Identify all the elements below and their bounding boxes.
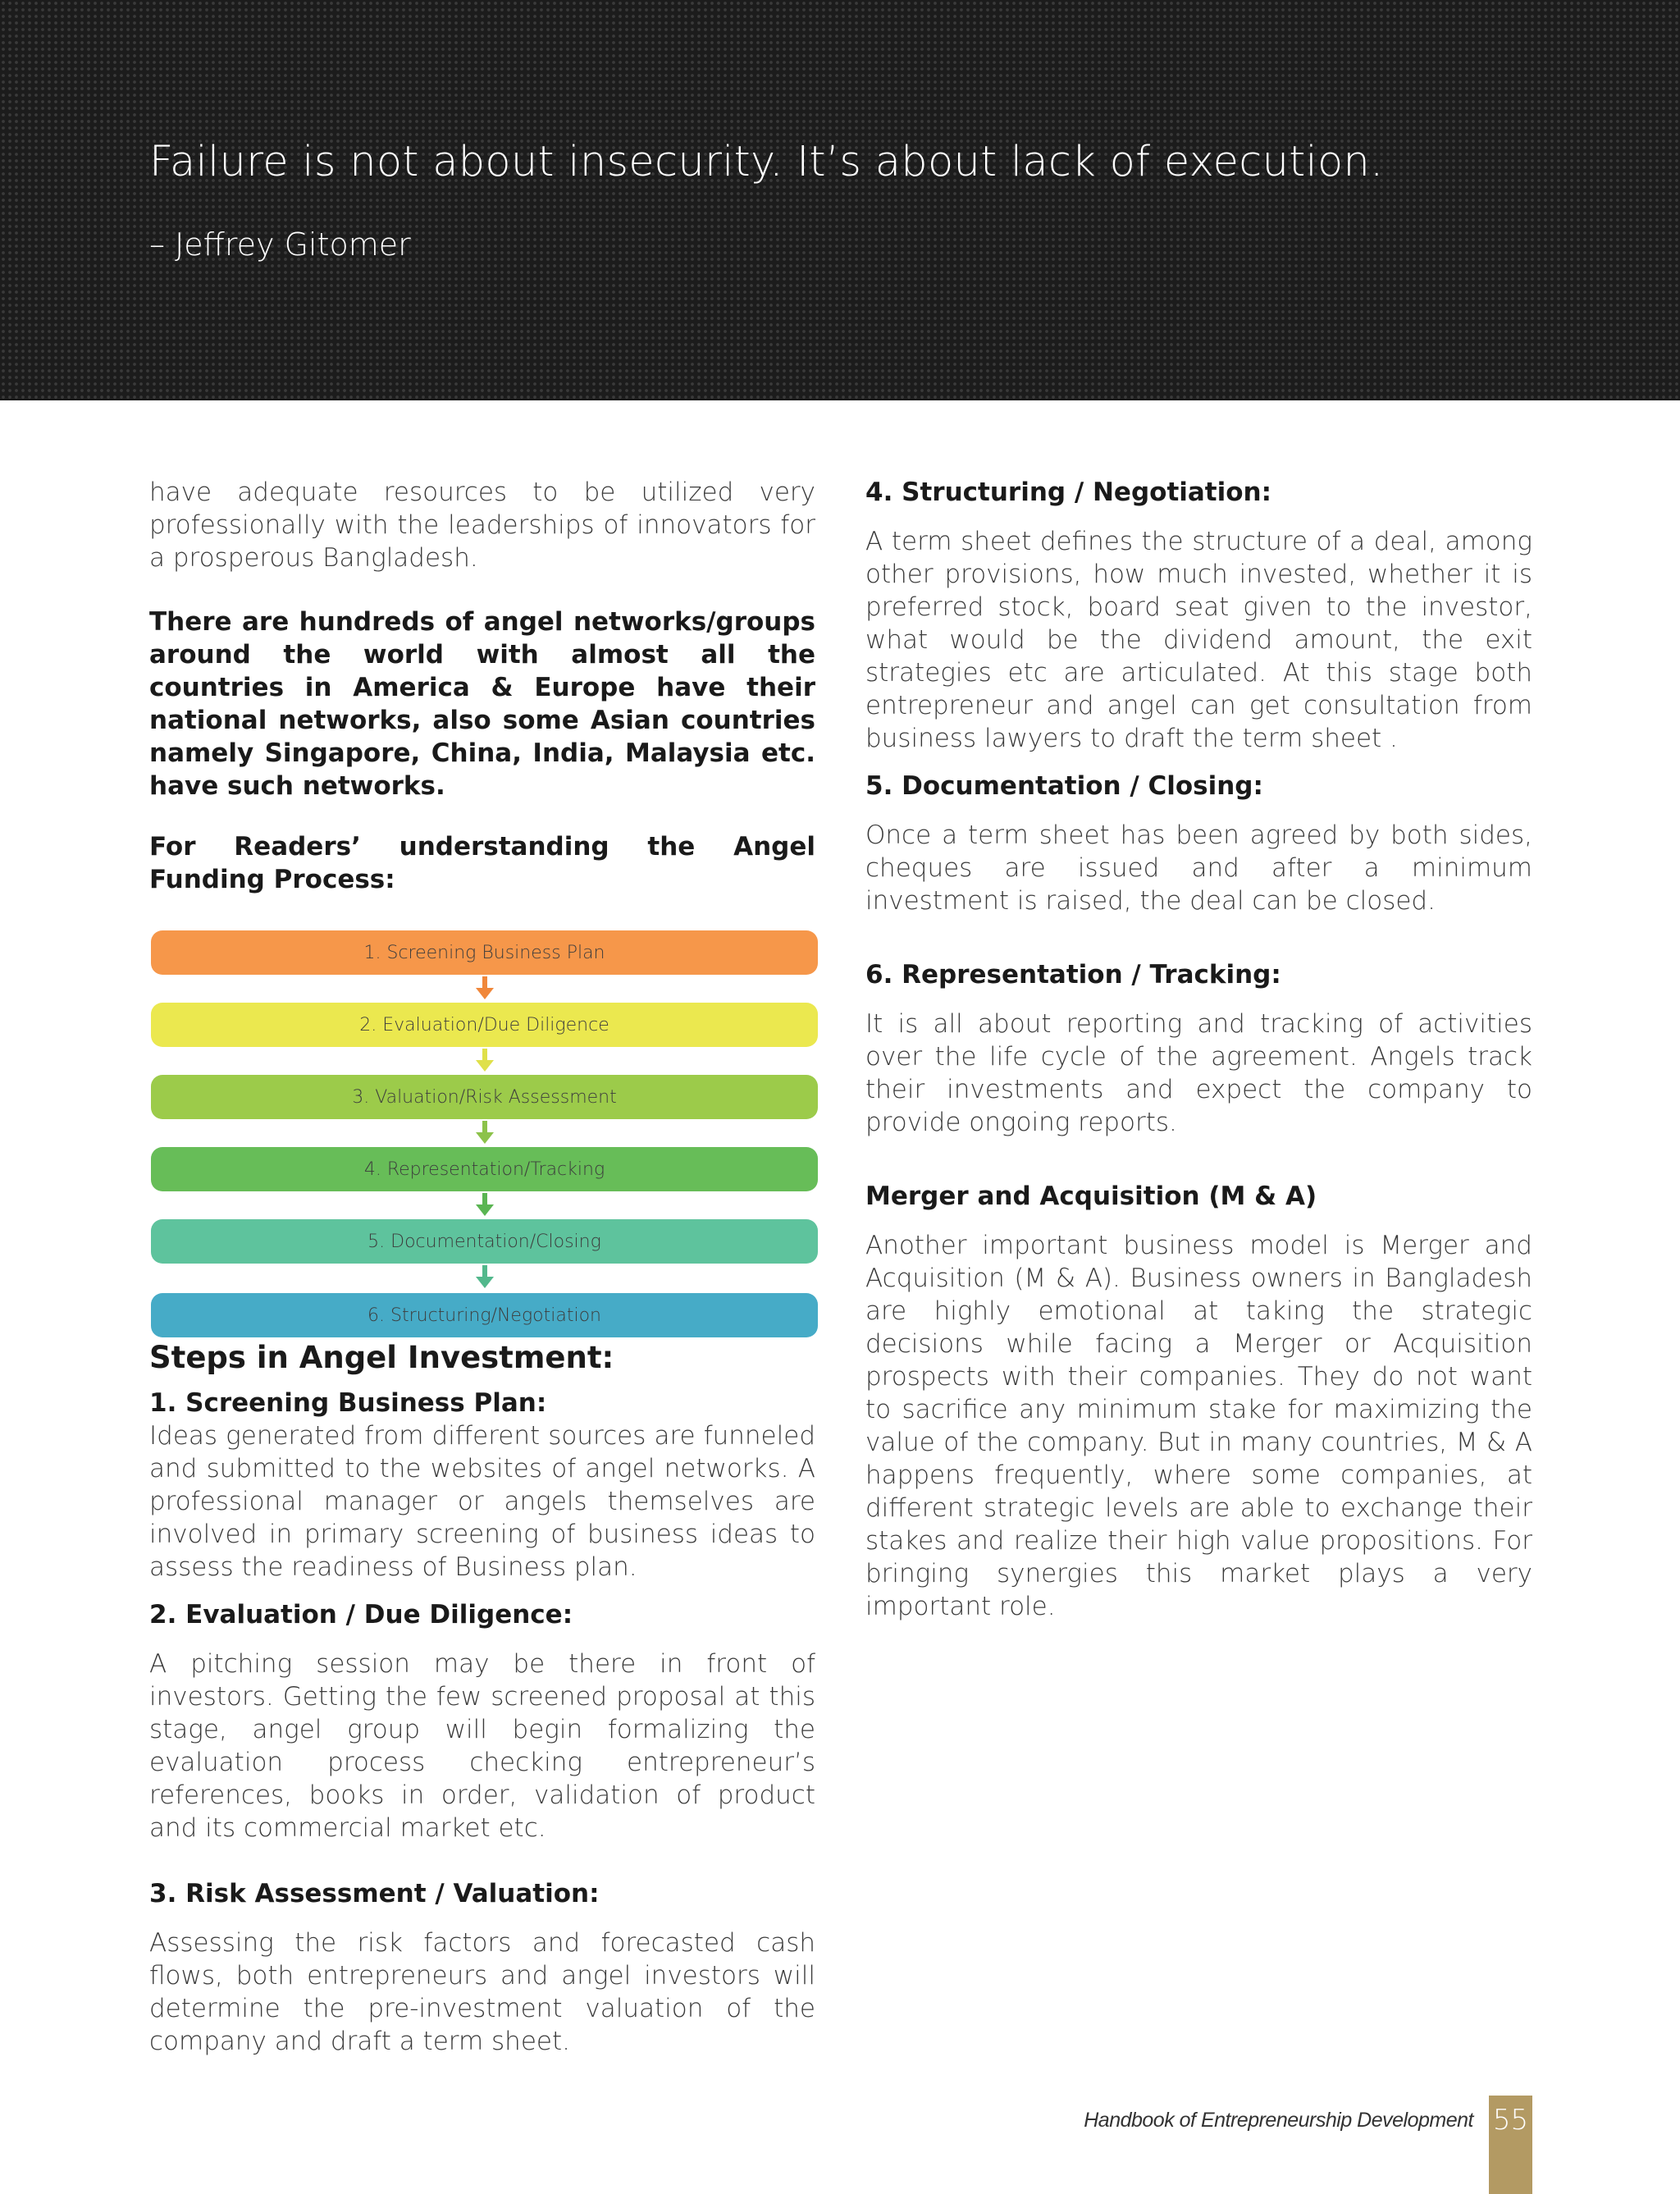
step-3-heading: 3. Risk Assessment / Valuation: xyxy=(149,1879,600,1908)
banner-author: – Jeffrey Gitomer xyxy=(149,226,411,263)
step-6-text: It is all about reporting and tracking of activities over the life cycle of the agreement. Angels track their investments and expect the company to provide ongoing reports. xyxy=(865,1009,1532,1137)
flow-step-6 xyxy=(151,1293,818,1337)
flow-step-2-label: 2. Evaluation/Due Diligence xyxy=(359,1014,609,1035)
step-2-text: A pitching session may be there in front of investors. Getting the few screened proposal at this stage, angel group will begin formalizing the evaluation process checking entrepreneur’s references, books in order, validation of product and its commercial market etc. xyxy=(149,1649,815,1843)
flow-arrow-4 xyxy=(476,1193,494,1218)
flow-arrow-3 xyxy=(476,1121,494,1145)
left-column xyxy=(149,476,815,896)
step-1-heading: 1. Screening Business Plan: xyxy=(149,1388,547,1418)
flow-step-1-label: 1. Screening Business Plan xyxy=(363,942,605,963)
flow-step-4 xyxy=(151,1147,818,1191)
flow-step-2 xyxy=(151,1003,818,1047)
merger-acquisition-heading: Merger and Acquisition (M & A) xyxy=(865,1182,1317,1211)
flow-step-4-label: 4. Representation/Tracking xyxy=(363,1159,605,1180)
flow-step-3 xyxy=(151,1075,818,1119)
left-paragraph-1: have adequate resources to be utilized very professionally with the leaderships of innovators for a prosperous Bangladesh. xyxy=(149,478,815,573)
quote-banner xyxy=(0,0,1680,400)
flow-step-6-label: 6. Structuring/Negotiation xyxy=(368,1305,601,1326)
step-4-text: A term sheet defines the structure of a deal, among other provisions, how much invested, whether it is preferred stock, board seat given to the investor, what would be the dividend amount, the exit strategies etc are articulated. At this stage both entrepreneur and angel can get consultation from business lawyers to draft the term sheet . xyxy=(865,527,1532,753)
step-5-heading: 5. Documentation / Closing: xyxy=(865,771,1263,801)
step-5-text: Once a term sheet has been agreed by both sides, cheques are issued and after a minimum investment is raised, the deal can be closed. xyxy=(865,820,1532,916)
step-4-heading: 4. Structuring / Negotiation: xyxy=(865,478,1272,507)
right-column xyxy=(865,476,1532,1623)
step-6-heading: 6. Representation / Tracking: xyxy=(865,960,1281,990)
flow-arrow-1 xyxy=(476,976,494,1001)
steps-section xyxy=(149,1339,815,2058)
banner-quote: Failure is not about insecurity. It’s about lack of execution. xyxy=(149,138,1384,186)
steps-heading: Steps in Angel Investment: xyxy=(149,1340,614,1375)
flow-step-1 xyxy=(151,930,818,975)
book-title: Handbook of Entrepreneurship Development xyxy=(1084,2109,1473,2132)
flow-step-5 xyxy=(151,1219,818,1264)
flow-step-5-label: 5. Documentation/Closing xyxy=(368,1231,601,1252)
flow-step-3-label: 3. Valuation/Risk Assessment xyxy=(352,1086,617,1108)
left-paragraph-networks: There are hundreds of angel networks/groups around the world with almost all the countries in America & Europe have their national networks, also some Asian countries namely Singapore, China, India, Malaysia etc. have such networks. xyxy=(149,607,815,801)
page-number-box xyxy=(1489,2096,1532,2194)
flow-arrow-2 xyxy=(476,1049,494,1073)
step-2-heading: 2. Evaluation / Due Diligence: xyxy=(149,1600,573,1630)
step-1-text: Ideas generated from different sources are funneled and submitted to the websites of angel networks. A professional manager or angels themselves are involved in primary screening of business ideas to assess the readiness of Business plan. xyxy=(149,1421,815,1582)
merger-acquisition-text: Another important business model is Merger and Acquisition (M & A). Business owners in Bangladesh are highly emotional at taking the strategic decisions while facing a Merger or Acquisition prospects with their companies. They do not want to sacrifice any minimum stake for maximizing the value of the company. But in many countries, M & A happens frequently, where some companies, at different strategic levels are able to exchange their stakes and realize their high value propositions. For bringing synergies this market plays a very important role. xyxy=(865,1231,1532,1621)
step-3-text: Assessing the risk factors and forecasted cash flows, both entrepreneurs and angel investors will determine the pre-investment valuation of the company and draft a term sheet. xyxy=(149,1928,815,2056)
page-number: 55 xyxy=(1492,2104,1529,2137)
left-paragraph-process: For Readers’ understanding the Angel Funding Process: xyxy=(149,832,815,894)
flow-arrow-5 xyxy=(476,1265,494,1290)
